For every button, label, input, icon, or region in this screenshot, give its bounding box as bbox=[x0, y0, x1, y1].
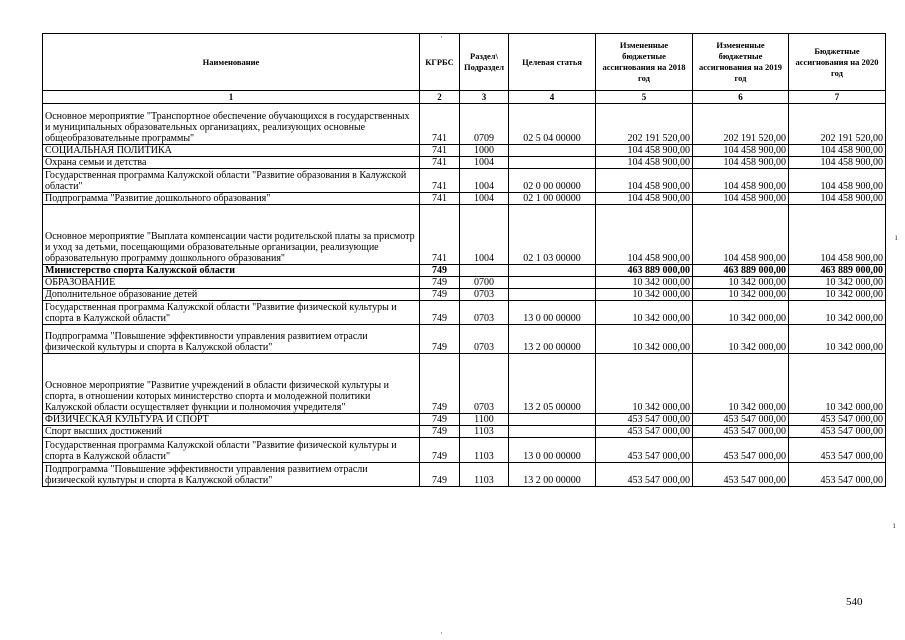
row-amount-2018: 453 547 000,00 bbox=[596, 426, 693, 438]
column-number: 3 bbox=[460, 91, 509, 104]
row-section: 0703 bbox=[460, 325, 509, 354]
row-target bbox=[509, 414, 596, 426]
row-section: 0703 bbox=[460, 354, 509, 414]
row-kgrbs: 741 bbox=[420, 193, 460, 205]
row-target bbox=[509, 145, 596, 157]
row-target: 02 1 03 00000 bbox=[509, 205, 596, 265]
header-2019: Измененные бюджетные ассигнования на 2019 год bbox=[693, 34, 789, 91]
row-amount-2020: 104 458 900,00 bbox=[789, 169, 886, 193]
row-amount-2019: 463 889 000,00 bbox=[693, 265, 789, 277]
row-amount-2019: 453 547 000,00 bbox=[693, 414, 789, 426]
row-amount-2018: 104 458 900,00 bbox=[596, 157, 693, 169]
row-name: Охрана семьи и детства bbox=[43, 157, 420, 169]
page-number: 540 bbox=[846, 596, 863, 608]
table-row bbox=[43, 169, 886, 193]
table-row bbox=[43, 205, 886, 265]
row-section: 1103 bbox=[460, 438, 509, 463]
row-amount-2020: 202 191 520,00 bbox=[789, 104, 886, 145]
row-name: Государственная программа Калужской области "Развитие образования в Калужской области" bbox=[43, 169, 420, 193]
column-number-row bbox=[43, 91, 886, 104]
header-name: Наименование bbox=[43, 34, 420, 91]
row-kgrbs: 749 bbox=[420, 301, 460, 325]
row-section: 1004 bbox=[460, 193, 509, 205]
table-row bbox=[43, 414, 886, 426]
row-target bbox=[509, 426, 596, 438]
header-row bbox=[43, 34, 886, 91]
row-amount-2019: 10 342 000,00 bbox=[693, 289, 789, 301]
table-row bbox=[43, 145, 886, 157]
row-amount-2018: 10 342 000,00 bbox=[596, 301, 693, 325]
row-kgrbs: 749 bbox=[420, 426, 460, 438]
budget-table bbox=[42, 33, 886, 487]
row-amount-2018: 453 547 000,00 bbox=[596, 438, 693, 463]
row-amount-2018: 10 342 000,00 bbox=[596, 277, 693, 289]
table-row bbox=[43, 289, 886, 301]
row-name: Государственная программа Калужской области "Развитие физической культуры и спорта в Калужской области" bbox=[43, 438, 420, 463]
row-target: 13 0 00 00000 bbox=[509, 438, 596, 463]
row-section: 1004 bbox=[460, 205, 509, 265]
row-amount-2018: 104 458 900,00 bbox=[596, 205, 693, 265]
row-name: Дополнительное образование детей bbox=[43, 289, 420, 301]
row-target bbox=[509, 289, 596, 301]
row-name: Подпрограмма "Повышение эффективности управления развитием отрасли физической культуры и спорта в Калужской области" bbox=[43, 463, 420, 487]
row-amount-2019: 453 547 000,00 bbox=[693, 438, 789, 463]
row-amount-2019: 104 458 900,00 bbox=[693, 157, 789, 169]
row-kgrbs: 749 bbox=[420, 325, 460, 354]
row-kgrbs: 749 bbox=[420, 438, 460, 463]
column-number: 2 bbox=[420, 91, 460, 104]
row-amount-2018: 104 458 900,00 bbox=[596, 169, 693, 193]
row-target bbox=[509, 157, 596, 169]
header-kgrbs: КГРБС bbox=[420, 34, 460, 91]
row-kgrbs: 749 bbox=[420, 414, 460, 426]
row-name: ОБРАЗОВАНИЕ bbox=[43, 277, 420, 289]
row-target: 13 2 00 00000 bbox=[509, 463, 596, 487]
row-name: ФИЗИЧЕСКАЯ КУЛЬТУРА И СПОРТ bbox=[43, 414, 420, 426]
row-amount-2020: 104 458 900,00 bbox=[789, 205, 886, 265]
row-amount-2020: 453 547 000,00 bbox=[789, 463, 886, 487]
scan-mark: · bbox=[440, 628, 443, 638]
row-kgrbs: 741 bbox=[420, 205, 460, 265]
row-name: Основное мероприятие "Выплата компенсации части родительской платы за присмотр и уход за детьми, посещающими образовательные организации, реализующие образовательную программу дошкольного образования" bbox=[43, 205, 420, 265]
row-section: 1103 bbox=[460, 426, 509, 438]
row-kgrbs: 749 bbox=[420, 277, 460, 289]
row-kgrbs: 741 bbox=[420, 104, 460, 145]
row-amount-2020: 453 547 000,00 bbox=[789, 438, 886, 463]
row-amount-2018: 10 342 000,00 bbox=[596, 325, 693, 354]
row-target: 13 2 00 00000 bbox=[509, 325, 596, 354]
column-number: 1 bbox=[43, 91, 420, 104]
row-section: 1000 bbox=[460, 145, 509, 157]
row-kgrbs: 749 bbox=[420, 289, 460, 301]
header-2018: Измененные бюджетные ассигнования на 2018 год bbox=[596, 34, 693, 91]
row-amount-2019: 202 191 520,00 bbox=[693, 104, 789, 145]
row-amount-2019: 104 458 900,00 bbox=[693, 205, 789, 265]
table-row bbox=[43, 354, 886, 414]
row-amount-2019: 104 458 900,00 bbox=[693, 145, 789, 157]
row-target: 02 5 04 00000 bbox=[509, 104, 596, 145]
row-name: Государственная программа Калужской области "Развитие физической культуры и спорта в Калужской области" bbox=[43, 301, 420, 325]
scan-mark: ı bbox=[895, 232, 898, 242]
row-target: 02 1 00 00000 bbox=[509, 193, 596, 205]
row-amount-2020: 10 342 000,00 bbox=[789, 289, 886, 301]
row-section: 0703 bbox=[460, 289, 509, 301]
row-target: 13 2 05 00000 bbox=[509, 354, 596, 414]
table-row bbox=[43, 265, 886, 277]
row-section: 1103 bbox=[460, 463, 509, 487]
row-amount-2020: 453 547 000,00 bbox=[789, 414, 886, 426]
row-kgrbs: 749 bbox=[420, 463, 460, 487]
row-amount-2020: 10 342 000,00 bbox=[789, 277, 886, 289]
row-amount-2020: 453 547 000,00 bbox=[789, 426, 886, 438]
row-target bbox=[509, 265, 596, 277]
column-number: 5 bbox=[596, 91, 693, 104]
table-row bbox=[43, 438, 886, 463]
scan-mark: · bbox=[440, 32, 443, 42]
column-number: 4 bbox=[509, 91, 596, 104]
table-row bbox=[43, 277, 886, 289]
row-amount-2018: 10 342 000,00 bbox=[596, 289, 693, 301]
table-row bbox=[43, 426, 886, 438]
row-target: 02 0 00 00000 bbox=[509, 169, 596, 193]
table-row bbox=[43, 463, 886, 487]
row-kgrbs: 741 bbox=[420, 169, 460, 193]
row-name: Основное мероприятие "Развитие учреждений в области физической культуры и спорта, в отношении которых министерство спорта и молодежной политики Калужской области осуществляет функции и полномочия учредителя" bbox=[43, 354, 420, 414]
column-number: 6 bbox=[693, 91, 789, 104]
row-kgrbs: 741 bbox=[420, 145, 460, 157]
row-section: 1100 bbox=[460, 414, 509, 426]
row-amount-2019: 10 342 000,00 bbox=[693, 354, 789, 414]
row-target: 13 0 00 00000 bbox=[509, 301, 596, 325]
row-section: 1004 bbox=[460, 169, 509, 193]
row-section: 0703 bbox=[460, 301, 509, 325]
row-amount-2020: 104 458 900,00 bbox=[789, 193, 886, 205]
row-amount-2020: 104 458 900,00 bbox=[789, 157, 886, 169]
budget-sheet bbox=[42, 33, 885, 487]
row-amount-2019: 453 547 000,00 bbox=[693, 463, 789, 487]
row-section: 0709 bbox=[460, 104, 509, 145]
row-kgrbs: 741 bbox=[420, 157, 460, 169]
table-row bbox=[43, 104, 886, 145]
column-number: 7 bbox=[789, 91, 886, 104]
row-amount-2018: 10 342 000,00 bbox=[596, 354, 693, 414]
row-amount-2019: 104 458 900,00 bbox=[693, 169, 789, 193]
row-amount-2020: 463 889 000,00 bbox=[789, 265, 886, 277]
row-amount-2018: 104 458 900,00 bbox=[596, 145, 693, 157]
row-section: 1004 bbox=[460, 157, 509, 169]
table-row bbox=[43, 325, 886, 354]
row-amount-2019: 10 342 000,00 bbox=[693, 301, 789, 325]
row-name: Основное мероприятие "Транспортное обеспечение обучающихся в государственных и муниципальных образовательных организациях, реализующих основные общеобразовательные программы" bbox=[43, 104, 420, 145]
row-amount-2019: 453 547 000,00 bbox=[693, 426, 789, 438]
table-row bbox=[43, 157, 886, 169]
row-amount-2018: 453 547 000,00 bbox=[596, 463, 693, 487]
row-amount-2020: 10 342 000,00 bbox=[789, 354, 886, 414]
header-section: Раздел\ Подраздел bbox=[460, 34, 509, 91]
row-name: Спорт высших достижений bbox=[43, 426, 420, 438]
row-amount-2020: 104 458 900,00 bbox=[789, 145, 886, 157]
row-amount-2020: 10 342 000,00 bbox=[789, 301, 886, 325]
row-amount-2019: 104 458 900,00 bbox=[693, 193, 789, 205]
row-amount-2019: 10 342 000,00 bbox=[693, 277, 789, 289]
row-amount-2020: 10 342 000,00 bbox=[789, 325, 886, 354]
row-kgrbs: 749 bbox=[420, 354, 460, 414]
row-amount-2019: 10 342 000,00 bbox=[693, 325, 789, 354]
row-amount-2018: 202 191 520,00 bbox=[596, 104, 693, 145]
row-name: Подпрограмма "Развитие дошкольного образования" bbox=[43, 193, 420, 205]
table-row bbox=[43, 301, 886, 325]
row-name: Подпрограмма "Повышение эффективности управления развитием отрасли физической культуры и спорта в Калужской области" bbox=[43, 325, 420, 354]
row-name: СОЦИАЛЬНАЯ ПОЛИТИКА bbox=[43, 145, 420, 157]
header-target: Целевая статья bbox=[509, 34, 596, 91]
row-kgrbs: 749 bbox=[420, 265, 460, 277]
table-row bbox=[43, 193, 886, 205]
row-target bbox=[509, 277, 596, 289]
row-section bbox=[460, 265, 509, 277]
row-amount-2018: 453 547 000,00 bbox=[596, 414, 693, 426]
header-2020: Бюджетные ассигнования на 2020 год bbox=[789, 34, 886, 91]
scan-mark: ı bbox=[893, 520, 896, 530]
row-amount-2018: 104 458 900,00 bbox=[596, 193, 693, 205]
row-name: Министерство спорта Калужской области bbox=[43, 265, 420, 277]
row-section: 0700 bbox=[460, 277, 509, 289]
row-amount-2018: 463 889 000,00 bbox=[596, 265, 693, 277]
